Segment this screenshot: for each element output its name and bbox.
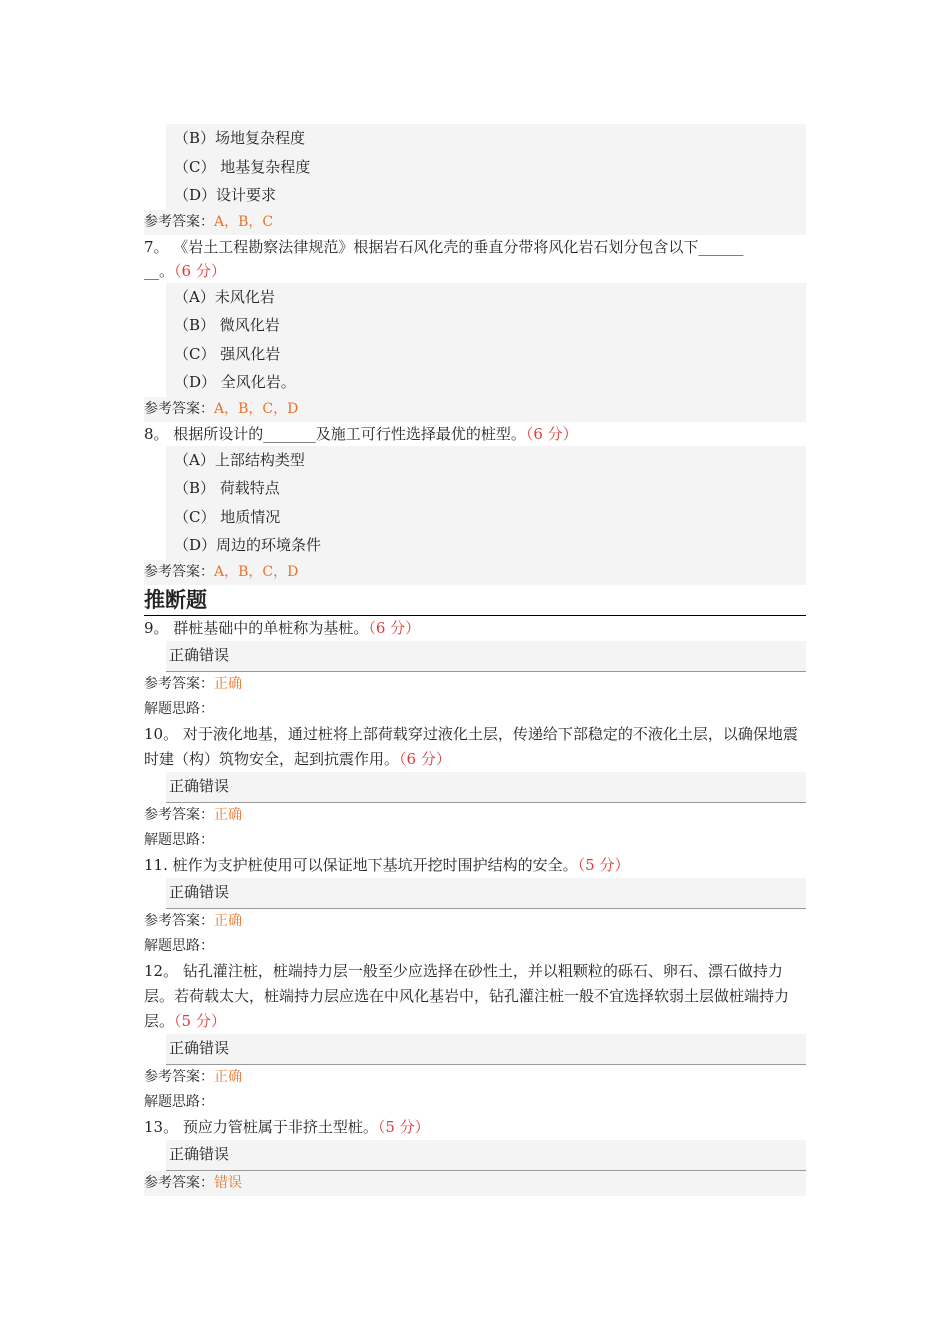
answer-value: 正确 [214,1068,242,1085]
q8-answer [144,560,806,585]
q8-score: （6 分） [525,424,578,443]
q7-option-b: （B） 微风化岩 [174,316,280,334]
answer-value: 正确 [214,806,242,823]
q12-choices: 正确错误 [166,1034,806,1065]
section-title: 推断题 [144,585,806,616]
q7-answer [144,397,806,422]
q7-score: （6 分） [174,261,226,280]
q10-reasoning: 解题思路： [144,831,214,848]
q11-answer: 参考答案：正确 [144,912,242,929]
q6-option-d: （D）设计要求 [174,186,277,204]
q12-text: 12。 钻孔灌注桩，桩端持力层一般至少应选择在砂性土，并以粗颗粒的砾石、卵石、漂石做持力层。若荷载太大，桩端持力层应选在中风化基岩中，钻孔灌注桩一般不宜选择软弱土层做桩端持力层。（5 分） [144,961,790,1030]
answer-label: 参考答案： [144,213,214,230]
q9-choices: 正确错误 [166,641,806,672]
q7-option-c: （C） 强风化岩 [174,344,281,363]
answer-label: 参考答案： [144,400,214,417]
answer-value: A，B，C [214,213,274,230]
q13-choices: 正确错误 [166,1140,806,1171]
q8-text: 8。 根据所设计的_______及施工可行性选择最优的桩型。（6 分） [144,424,578,443]
answer-value: 正确 [214,912,242,929]
q13-score: （5 分） [377,1117,430,1136]
q10-answer: 参考答案：正确 [144,806,242,823]
answer-value: A，B，C，D [214,563,299,580]
answer-value: 错误 [214,1174,242,1191]
q8-option-d: （D）周边的环境条件 [174,536,322,554]
q7-option-a: （A）未风化岩 [174,287,275,306]
q11-text: 11. 桩作为支护桩使用可以保证地下基坑开挖时围护结构的安全。（5 分） [144,855,630,874]
q6-option-c: （C） 地基复杂程度 [174,157,311,176]
q11-reasoning: 解题思路： [144,937,214,954]
answer-value: A，B，C，D [214,400,299,417]
q6-answer [144,210,806,235]
q9-score: （6 分） [368,618,421,637]
q11-choices: 正确错误 [166,878,806,909]
q8-option-c: （C） 地质情况 [174,507,281,526]
q13-text: 13。 预应力管桩属于非挤土型桩。（5 分） [144,1117,430,1136]
q10-text: 10。 对于液化地基，通过桩将上部荷载穿过液化土层，传递给下部稳定的不液化土层，以确保地震时建（构）筑物安全，起到抗震作用。（6 分） [144,724,798,768]
q7-text-line1: 7。 《岩土工程勘察法律规范》根据岩石风化壳的垂直分带将风化岩石划分包含以下______ [144,237,744,256]
q7-options [166,283,806,397]
q10-choices: 正确错误 [166,772,806,803]
q7-option-d: （D） 全风化岩。 [174,373,296,391]
q12-reasoning: 解题思路： [144,1093,214,1110]
q9-reasoning: 解题思路： [144,700,214,717]
q9-answer: 参考答案：正确 [144,675,242,692]
answer-value: 正确 [214,675,242,692]
q6-option-b: （B）场地复杂程度 [174,129,306,147]
q8-options [166,446,806,560]
q11-score: （5 分） [577,855,630,874]
q12-answer: 参考答案：正确 [144,1068,242,1085]
q13-answer: 参考答案：错误 [144,1171,806,1196]
q10-score: （6 分） [399,749,451,768]
q12-score: （5 分） [174,1011,226,1030]
answer-label: 参考答案： [144,563,214,580]
q8-option-a: （A）上部结构类型 [174,450,305,469]
q6-options [166,124,806,210]
q7-text-line2: __。（6 分） [144,261,226,280]
quiz-content [144,124,806,1196]
q8-option-b: （B） 荷载特点 [174,479,280,497]
q9-text: 9。 群桩基础中的单桩称为基桩。（6 分） [144,618,421,637]
